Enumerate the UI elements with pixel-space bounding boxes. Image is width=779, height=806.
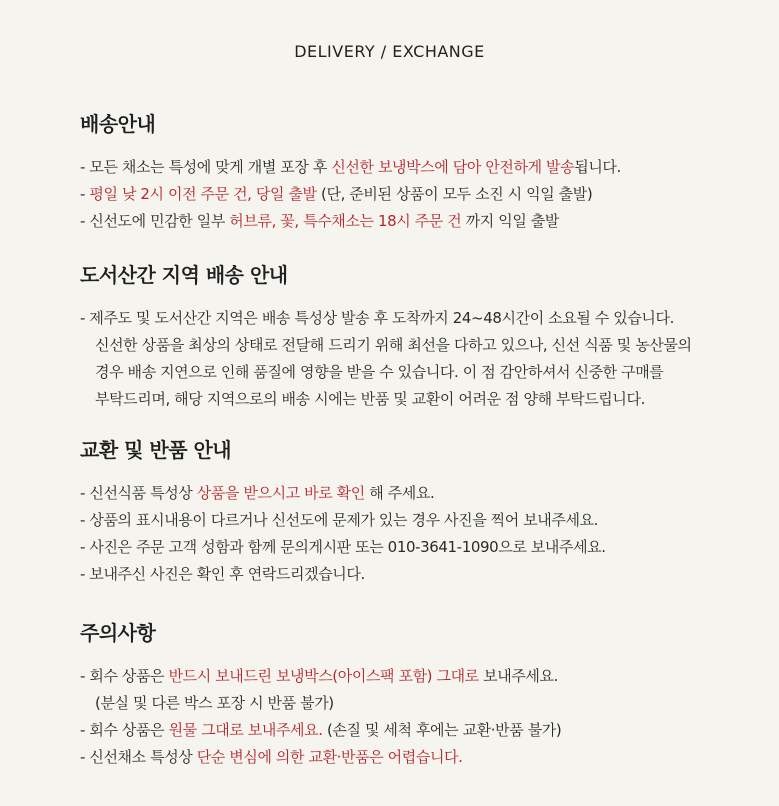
section-title: 배송안내 bbox=[80, 112, 156, 136]
list-item bbox=[80, 663, 760, 690]
highlighted-text: 반드시 보내드린 보냉박스(아이스팩 포함) 그대로 bbox=[168, 667, 479, 685]
text-segment: 까지 익일 출발 bbox=[461, 212, 559, 230]
text-segment: - 신선채소 특성상 bbox=[80, 748, 197, 766]
text-segment: - 상품의 표시내용이 다르거나 신선도에 문제가 있는 경우 사진을 찍어 보내주세요. bbox=[80, 511, 599, 529]
section-remote-delivery bbox=[80, 259, 760, 413]
text-segment: - 회수 상품은 bbox=[80, 721, 169, 739]
text-segment: - 회수 상품은 bbox=[80, 667, 169, 685]
text-segment: - 사진은 주문 고객 성함과 함께 문의게시판 또는 010-3641-1090으로 보내주세요. bbox=[80, 538, 606, 556]
text-segment: (분실 및 다른 박스 포장 시 반품 불가) bbox=[95, 694, 334, 712]
text-segment: 부탁드리며, 해당 지역으로의 배송 시에는 반품 및 교환이 어려운 점 양해 부탁드립니다. bbox=[95, 390, 645, 408]
text-segment: 해 주세요. bbox=[364, 484, 435, 502]
highlighted-text: 원물 그대로 보내주세요. bbox=[168, 721, 323, 739]
text-segment: 됩니다. bbox=[574, 158, 621, 176]
highlighted-text: 단순 변심에 의한 교환·반품은 어렵습니다. bbox=[196, 748, 463, 766]
list-item bbox=[80, 561, 760, 588]
list-item-continuation bbox=[80, 332, 760, 359]
highlighted-text: 허브류, 꽃, 특수채소는 18시 주문 건 bbox=[229, 212, 462, 230]
highlighted-text: 상품을 받으시고 바로 확인 bbox=[196, 484, 365, 502]
section-lines bbox=[80, 154, 760, 235]
text-segment: - 신선식품 특성상 bbox=[80, 484, 197, 502]
highlighted-text: 평일 낮 2시 이전 주문 건, 당일 출발 bbox=[89, 185, 317, 203]
list-item bbox=[80, 181, 760, 208]
section-title: 도서산간 지역 배송 안내 bbox=[80, 263, 288, 287]
section-notice bbox=[80, 617, 760, 771]
text-segment: (단, 준비된 상품이 모두 소진 시 익일 출발) bbox=[316, 185, 593, 203]
list-item-continuation bbox=[80, 359, 760, 386]
text-segment: - bbox=[80, 185, 90, 203]
highlighted-text: 신선한 보냉박스에 담아 안전하게 발송 bbox=[331, 158, 575, 176]
section-title: 주의사항 bbox=[80, 621, 156, 645]
section-lines bbox=[80, 480, 760, 588]
list-item bbox=[80, 534, 760, 561]
list-item-continuation bbox=[80, 690, 760, 717]
list-item-continuation bbox=[80, 386, 760, 413]
list-item bbox=[80, 744, 760, 771]
text-segment: 신선한 상품을 최상의 상태로 전달해 드리기 위해 최선을 다하고 있으나, 신선 식품 및 농산물의 bbox=[95, 336, 692, 354]
section-lines bbox=[80, 663, 760, 771]
list-item bbox=[80, 507, 760, 534]
list-item bbox=[80, 305, 760, 332]
page-title: DELIVERY / EXCHANGE bbox=[294, 42, 485, 61]
text-segment: - 모든 채소는 특성에 맞게 개별 포장 후 bbox=[80, 158, 332, 176]
text-segment: - 제주도 및 도서산간 지역은 배송 특성상 발송 후 도착까지 24~48시간이 소요될 수 있습니다. bbox=[80, 309, 674, 327]
list-item bbox=[80, 480, 760, 507]
section-exchange-return bbox=[80, 434, 760, 588]
text-segment: 보내주세요. bbox=[478, 667, 558, 685]
list-item bbox=[80, 208, 760, 235]
section-shipping bbox=[80, 108, 760, 235]
text-segment: - 보내주신 사진은 확인 후 연락드리겠습니다. bbox=[80, 565, 365, 583]
text-segment: 경우 배송 지연으로 인해 품질에 영향을 받을 수 있습니다. 이 점 감안하셔서 신중한 구매를 bbox=[95, 363, 664, 381]
section-title: 교환 및 반품 안내 bbox=[80, 438, 232, 462]
text-segment: (손질 및 세척 후에는 교환·반품 불가) bbox=[322, 721, 562, 739]
text-segment: - 신선도에 민감한 일부 bbox=[80, 212, 230, 230]
section-lines bbox=[80, 305, 760, 413]
list-item bbox=[80, 154, 760, 181]
list-item bbox=[80, 717, 760, 744]
